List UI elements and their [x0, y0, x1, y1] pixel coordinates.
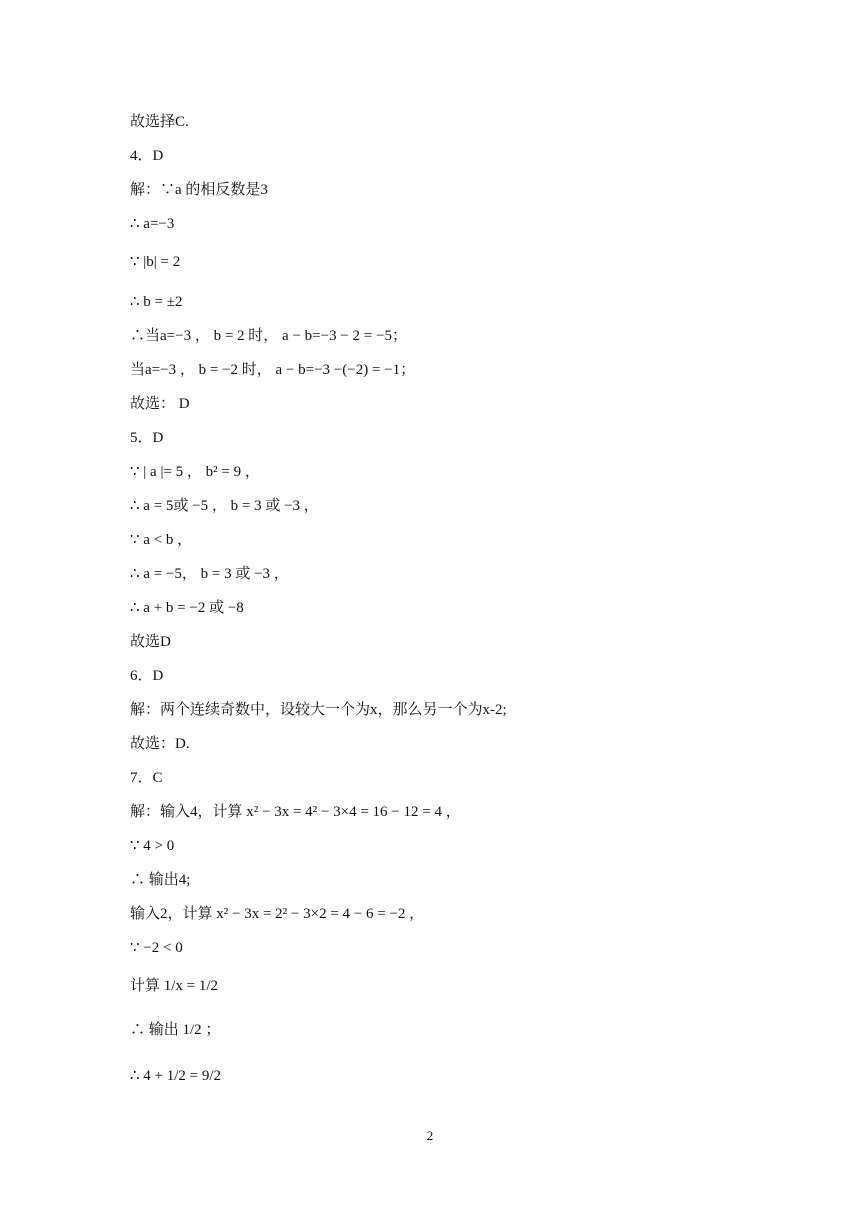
text-line: ∵ a < b ，: [130, 532, 193, 548]
text-line: ∴ a=−3: [130, 216, 175, 232]
text-line: ∴ 输出 1/2 ；: [130, 1022, 221, 1038]
text-line: 当a=−3 ， b = −2 时， a − b=−3 −(−2) = −1；: [130, 362, 416, 378]
text-line: 故选择C.: [130, 114, 189, 130]
answer-heading: 6．D: [130, 668, 164, 684]
text-line: 输入2，计算 x² − 3x = 2² − 3×2 = 4 − 6 = −2 ，: [130, 906, 425, 922]
text-line: ∵ −2 < 0: [130, 940, 183, 956]
text-line: 计算 1/x = 1/2: [130, 978, 219, 994]
page-number: 2: [426, 1128, 434, 1143]
text-line: ∴ a + b = −2 或 −8: [130, 600, 244, 616]
text-line: ∵ | a |= 5 ， b² = 9 ，: [130, 464, 260, 480]
answer-heading: 4．D: [130, 148, 164, 164]
text-line: ∴ a = 5或 −5 ， b = 3 或 −3 ，: [130, 498, 319, 514]
text-line: 解：输入4，计算 x² − 3x = 4² − 3×4 = 16 − 12 = 4 ，: [130, 804, 461, 820]
text-line: 故选D: [130, 634, 171, 650]
text-line: ∴当a=−3 ， b = 2 时， a − b=−3 − 2 = −5；: [130, 328, 407, 344]
text-line: 故选：D.: [130, 736, 190, 752]
answer-heading: 7．C: [130, 770, 163, 786]
text-line: 故选： D: [130, 396, 190, 412]
text-line: ∴ b = ±2: [130, 294, 183, 310]
text-line: ∴ 4 + 1/2 = 9/2: [130, 1068, 222, 1084]
text-line: 解：∵a 的相反数是3: [130, 182, 268, 198]
text-line: 解：两个连续奇数中，设较大一个为x，那么另一个为x-2;: [130, 702, 507, 718]
text-line: ∴ a = −5， b = 3 或 −3 ，: [130, 566, 289, 582]
text-line: ∴ 输出4;: [130, 872, 191, 888]
text-line: ∵ 4 > 0: [130, 838, 175, 854]
text-line: ∵ |b| = 2: [130, 254, 181, 270]
answer-heading: 5．D: [130, 430, 164, 446]
